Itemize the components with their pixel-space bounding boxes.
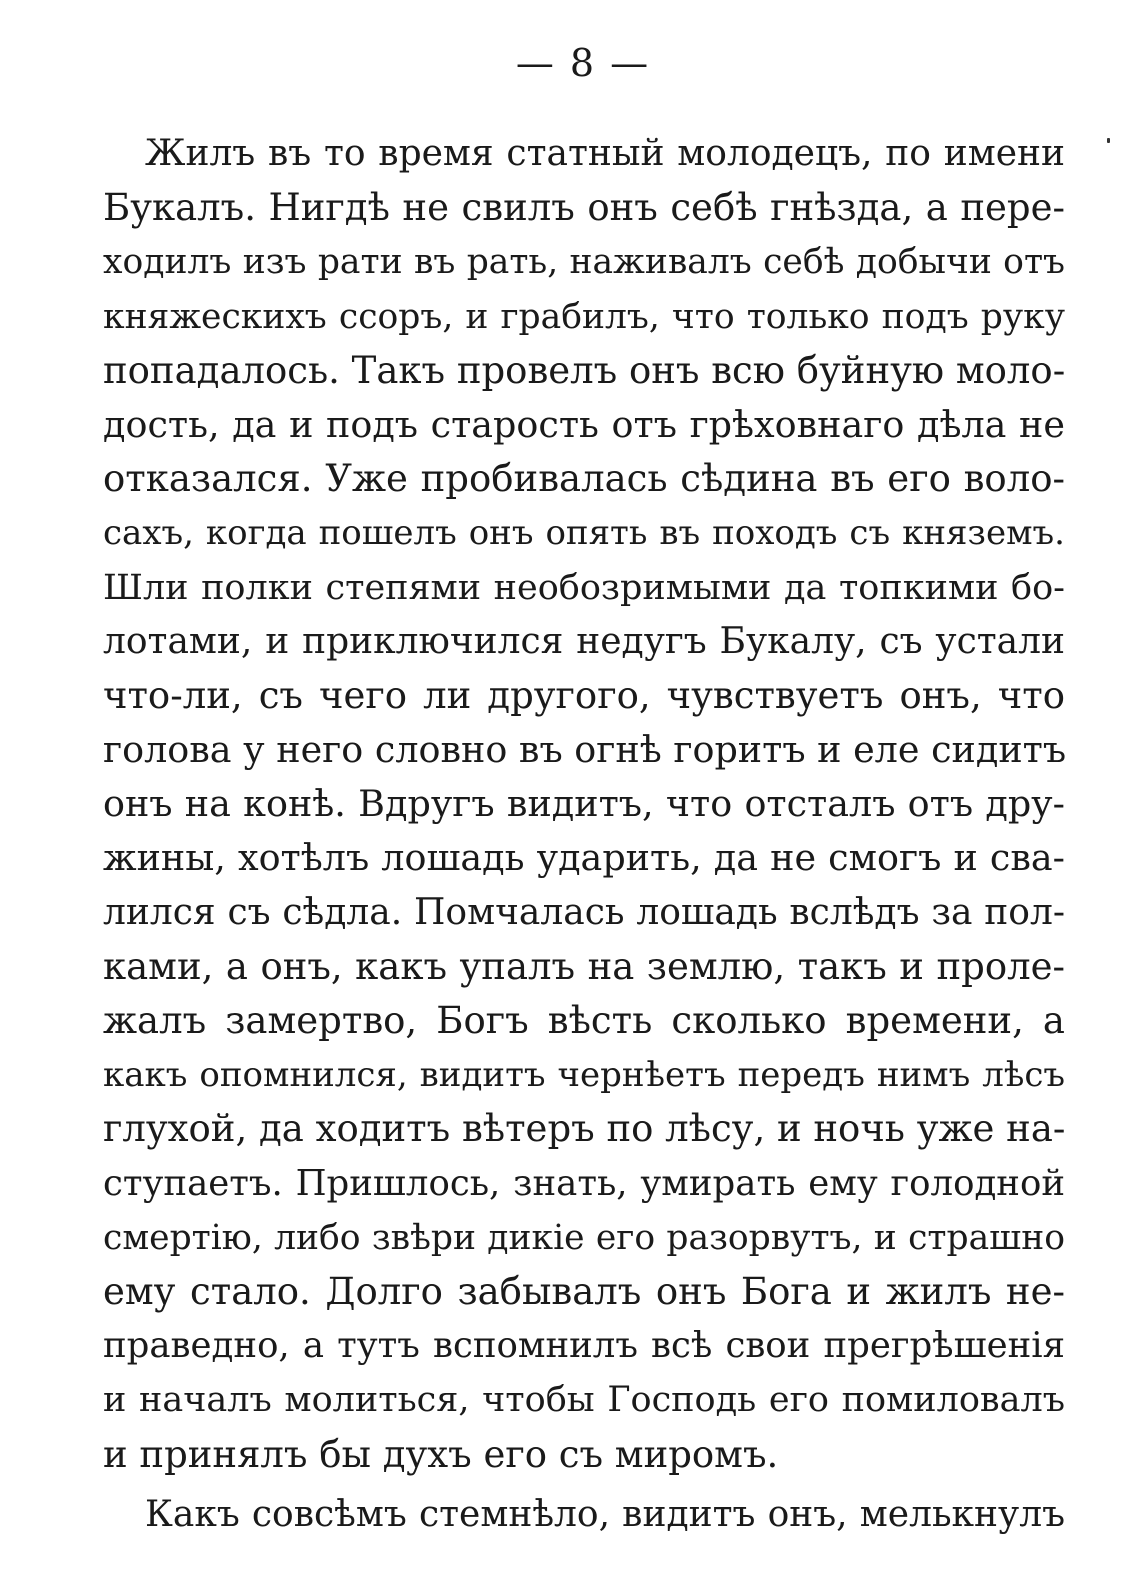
text-line: ками, а онъ, какъ упалъ на землю, такъ и проле- [103, 944, 1065, 988]
body-text [103, 127, 1065, 1542]
text-line: голова у него словно въ огнѣ горитъ и еле сидитъ [103, 728, 1067, 772]
text-line: попадалось. Такъ провелъ онъ всю буйную моло- [103, 348, 1066, 392]
text-line: сахъ, когда пошелъ онъ опять въ походъ съ княземъ. [103, 513, 1065, 554]
text-line: дость, да и подъ старость отъ грѣховнаго дѣла не [103, 402, 1065, 446]
text-line: что-ли, съ чего ли другого, чувствуетъ онъ, что [103, 673, 1065, 717]
text-line: Букалъ. Нигдѣ не свилъ онъ себѣ гнѣзда, а пере- [103, 186, 1065, 230]
text-line: праведно, а тутъ вспомнилъ всѣ свои прегрѣшенія [103, 1325, 1065, 1367]
paragraph [103, 127, 1065, 1482]
text-line: ходилъ изъ рати въ рать, наживалъ себѣ добычи отъ [103, 242, 1065, 283]
text-line: Шли полки степями необозримыми да топкими бо- [103, 567, 1065, 608]
text-line: глухой, да ходитъ вѣтеръ по лѣсу, и ночь уже на- [103, 1107, 1066, 1151]
text-line: лился съ сѣдла. Помчалась лошадь вслѣдъ за пол- [103, 891, 1065, 933]
text-line: жины, хотѣлъ лошадь ударить, да не смогъ и сва- [103, 836, 1065, 880]
paragraph [103, 1488, 1065, 1542]
text-line: жалъ замертво, Богъ вѣсть сколько времени, а [103, 999, 1065, 1042]
text-line: лотами, и приключился недугъ Букалу, съ устали [103, 620, 1065, 662]
text-line: онъ на конѣ. Вдругъ видитъ, что отсталъ отъ дру- [103, 782, 1065, 826]
text-line: какъ опомнился, видитъ чернѣетъ передъ нимъ лѣсъ [103, 1055, 1065, 1096]
text-line: и принялъ бы духъ его съ миромъ. [103, 1432, 779, 1476]
text-line: Какъ совсѣмъ стемнѣло, видитъ онъ, мелькнулъ [145, 1493, 1065, 1535]
page-number: — 8 — [515, 41, 651, 85]
text-line: княжескихъ ссоръ, и грабилъ, что только подъ руку [103, 296, 1065, 337]
print-speck [1107, 138, 1110, 143]
text-line: и началъ молиться, чтобы Господь его помиловалъ [103, 1380, 1065, 1421]
text-line: отказался. Уже пробивалась сѣдина въ его воло- [103, 457, 1065, 501]
text-line: смертію, либо звѣри дикіе его разорвутъ, и страшно [103, 1217, 1065, 1258]
text-line: ему стало. Долго забывалъ онъ Бога и жилъ не- [103, 1269, 1065, 1313]
text-line: ступаетъ. Пришлось, знать, умирать ему голодной [103, 1162, 1065, 1204]
text-line: Жилъ въ то время статный молодецъ, по имени [145, 133, 1065, 174]
